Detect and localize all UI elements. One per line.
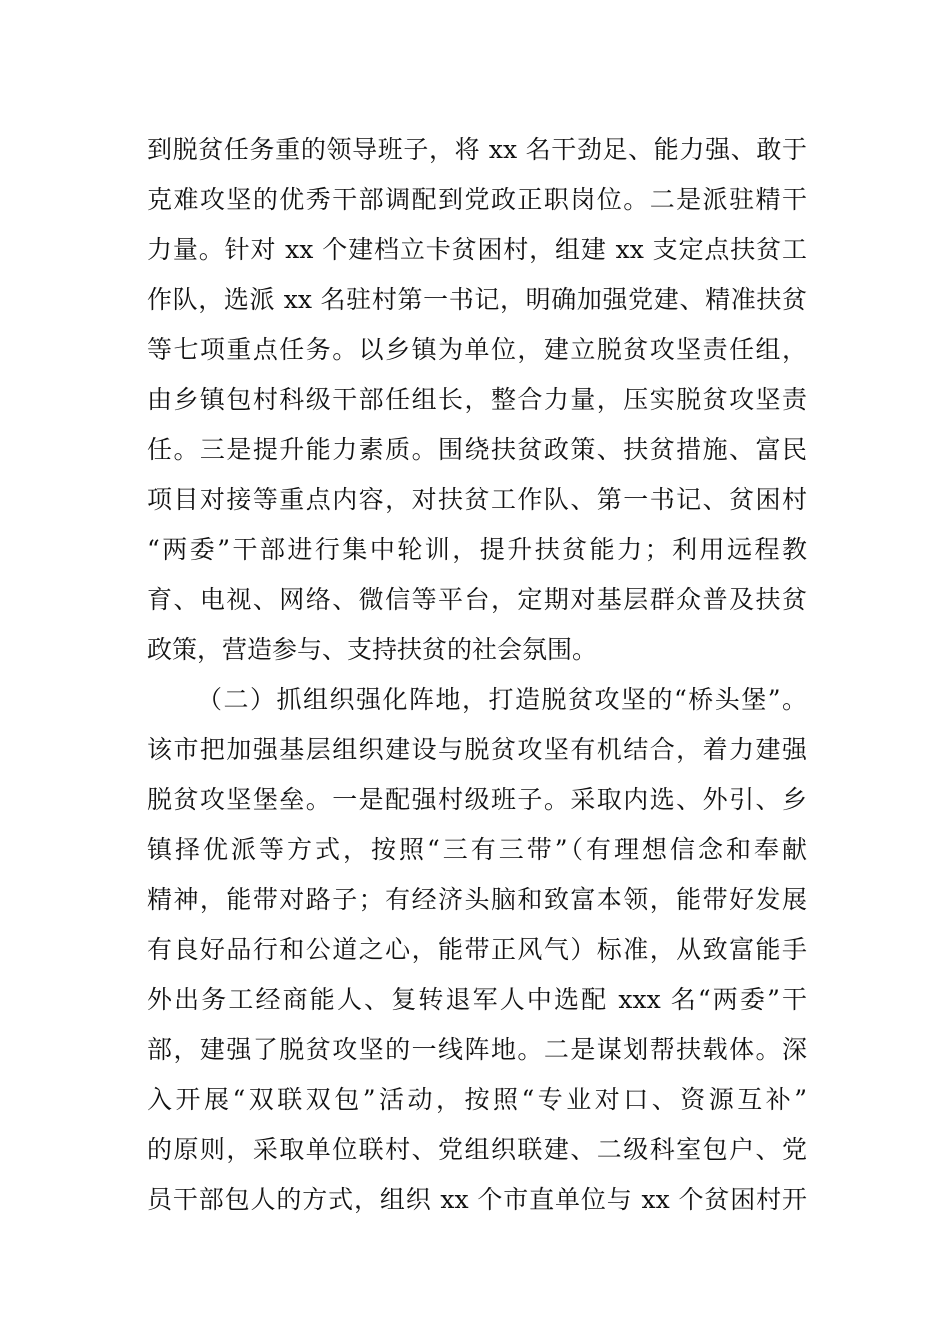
text-line: 镇择优派等方式，按照“三有三带”（有理想信念和奉献	[147, 835, 807, 864]
text-line: 克难攻坚的优秀干部调配到党政正职岗位。二是派驻精干	[147, 185, 807, 214]
text-line: 脱贫攻坚堡垒。一是配强村级班子。采取内选、外引、乡	[147, 785, 807, 814]
text-line: 育、电视、网络、微信等平台，定期对基层群众普及扶贫	[147, 585, 807, 614]
text-line: 入开展“双联双包”活动，按照“专业对口、资源互补”	[147, 1085, 807, 1114]
text-line: 等七项重点任务。以乡镇为单位，建立脱贫攻坚责任组，	[147, 335, 807, 364]
text-line: 任。三是提升能力素质。围绕扶贫政策、扶贫措施、富民	[147, 435, 807, 464]
text-line: 部，建强了脱贫攻坚的一线阵地。二是谋划帮扶载体。深	[147, 1035, 807, 1064]
text-line: 作队，选派 xx 名驻村第一书记，明确加强党建、精准扶贫	[147, 285, 807, 314]
text-line: 员干部包人的方式，组织 xx 个市直单位与 xx 个贫困村开	[147, 1185, 807, 1214]
text-line: 到脱贫任务重的领导班子，将 xx 名干劲足、能力强、敢于	[147, 135, 807, 164]
paragraph-last-line: 政策，营造参与、支持扶贫的社会氛围。	[147, 635, 598, 664]
text-line: 由乡镇包村科级干部任组长，整合力量，压实脱贫攻坚责	[147, 385, 807, 414]
text-line: 外出务工经商能人、复转退军人中选配 xxx 名“两委”干	[147, 985, 807, 1014]
text-line: 项目对接等重点内容，对扶贫工作队、第一书记、贫困村	[147, 485, 807, 514]
text-line: 精神，能带对路子；有经济头脑和致富本领，能带好发展	[147, 885, 807, 914]
text-line: “两委”干部进行集中轮训，提升扶贫能力；利用远程教	[147, 535, 807, 564]
section-heading-line: （二）抓组织强化阵地，打造脱贫攻坚的“桥头堡”。	[197, 685, 807, 714]
text-line: 该市把加强基层组织建设与脱贫攻坚有机结合，着力建强	[147, 735, 807, 764]
text-line: 的原则，采取单位联村、党组织联建、二级科室包户、党	[147, 1135, 807, 1164]
text-line: 有良好品行和公道之心，能带正风气）标准，从致富能手	[147, 935, 807, 964]
text-line: 力量。针对 xx 个建档立卡贫困村，组建 xx 支定点扶贫工	[147, 235, 807, 264]
